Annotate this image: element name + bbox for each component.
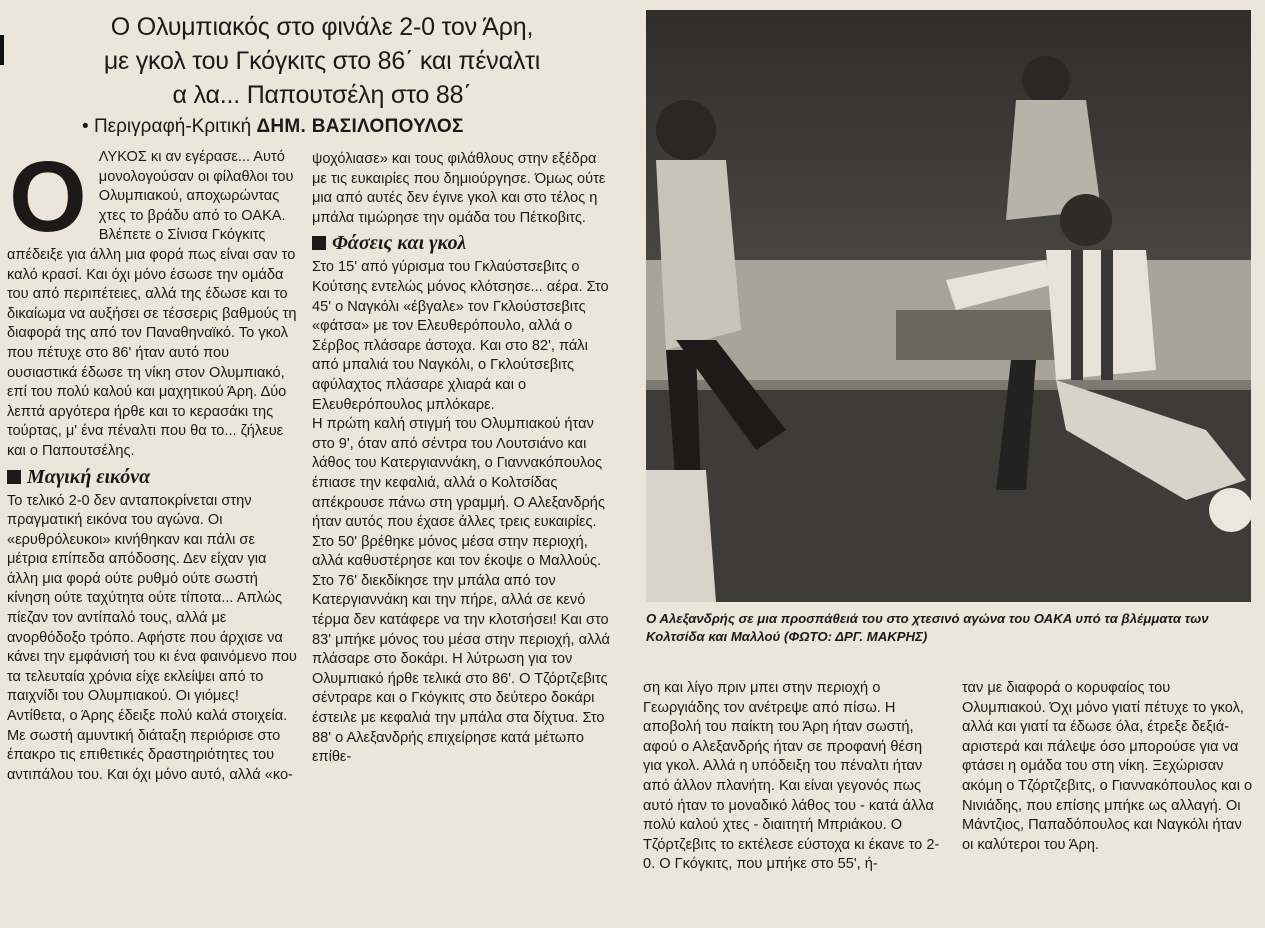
subhead-text: Μαγική εικόνα <box>27 465 151 488</box>
square-bullet-icon <box>7 470 21 484</box>
photo-image <box>646 10 1251 602</box>
paragraph: Αντίθετα, ο Άρης έδειξε πολύ καλά στοιχεία. Με σωστή αμυντική διάταξη περιόρισε στο έπακρο τις επιθετικές δραστηριότητες του αντιπάλου του. Και όχι μόνο αυτό, αλλά «κο- <box>7 708 293 783</box>
paragraph: ταν με διαφορά ο κορυφαίος του Ολυμπιακού. Όχι μόνο γιατί πέτυχε το γκολ, αλλά και γιατί τα έδωσε όλα, έτρεξε δεξιά-αριστερά και πάλεψε όσο μπορούσε για να φτάσει η ομάδα του στη νίκη. Ξεχώρισαν ακόμη ο Τζόρτζεβιτς, ο Γιαννακόπουλος και ο Νινιάδης, που επίσης μπήκε ως αλλαγή. Οι Μάντζιος, Παπαδόπουλος και Ναγκόλι ήταν οι καλύτεροι του Άρη. <box>962 680 1253 853</box>
article-column-2 <box>312 150 612 768</box>
headline <box>22 10 622 112</box>
drop-cap: Ο <box>9 141 87 253</box>
byline <box>82 116 622 138</box>
byline-label: Περιγραφή-Κριτική <box>93 116 252 137</box>
paragraph: ση και λίγο πριν μπει στην περιοχή ο Γεωργιάδης τον ανέτρεψε από πίσω. Η αποβολή του παίκτη του Άρη ήταν σωστή, αφού ο Αλεξανδρής ήταν σε προφανή θέση για γκολ. Αλλά η υπόδειξη του πέναλτι ήταν από άλλον πλανήτη. Και είναι γεγονός πως αυτό ήταν το μοναδικό λάθος του - κατά άλλα πολύ καλού χτες - διαιτητή Μπριάκου. Ο Τζόρτζεβιτς το εκτέλεσε εύστοχα κι έκανε το 2-0. Ο Γκόγκιτς, που μπήκε στο 55', ή- <box>643 680 940 873</box>
paragraph: Στο 15' από γύρισμα του Γκλαύστσεβιτς ο Κούτσης εντελώς μόνος κλότσησε... αέρα. Στο 45' ο Ναγκόλι «έβγαλε» τον Γκλούστσεβιτς «φάτσα» με τον Ελευθερόπουλο, αλλά ο Σέρβος πλάσαρε άστοχα. Και στο 82', πάλι από μπαλιά του Ναγκόλι, ο Γκλούτσεβιτς αφύλαχτος πλάσαρε χλιαρά και ο Ελευθερόπουλος μπλόκαρε. <box>312 259 609 413</box>
headline-line-2: με γκολ του Γκόγκιτς στο 86΄ και πέναλτι <box>103 47 541 75</box>
headline-line-1: Ο Ολυμπιακός στο φινάλε 2-0 τον Άρη, <box>110 13 534 41</box>
square-bullet-icon <box>312 236 326 250</box>
edge-rule <box>0 35 4 65</box>
article-column-4 <box>962 679 1257 855</box>
match-photo <box>646 10 1251 602</box>
subhead-text: Φάσεις και γκολ <box>332 232 467 255</box>
photo-caption: Ο Αλεξανδρής σε μια προσπάθειά του στο χτεσινό αγώνα του ΟΑΚΑ υπό τα βλέμματα των Κολτσίδα και Μαλλού (ΦΩΤΟ: ΔΡΓ. ΜΑΚΡΗΣ) <box>646 611 1209 644</box>
byline-bullet: • <box>82 116 89 137</box>
paragraph: Το τελικό 2-0 δεν ανταποκρίνεται στην πραγματική εικόνα του αγώνα. Οι «ερυθρόλευκοι» κινήθηκαν και πάλι σε μέτρια επίπεδα απόδοσης. Δεν είχαν για άλλη μια φορά ούτε ρυθμό ούτε σωστή κίνηση ούτε ταχύτητα ούτε τίποτα... Απλώς πίεζαν τον αντίπαλό τους, αλλά με ανορθόδοξο τρόπο. Αφήστε που άρχισε να κάνει την εμφάνισή του κι ένα φαινόμενο που τα τελευταία χρόνια είχε εκλείψει από το παιχνίδι του Ολυμπιακού. Οι γιόμες! <box>7 492 297 705</box>
paragraph: ψοχόλιασε» και τους φιλάθλους στην εξέδρα με τις ευκαιρίες που δημιούργησε. Όμως ούτε μια από αυτές δεν έγινε γκολ και στο τέλος η μπάλα τιμώρησε την ομάδα του Πέτκοβιτς. <box>312 151 606 226</box>
headline-line-3: α λα... Παπουτσέλη στο 88΄ <box>172 81 472 109</box>
byline-author: ΔΗΜ. ΒΑΣΙΛΟΠΟΥΛΟΣ <box>256 116 464 137</box>
subhead-magic-picture <box>7 464 299 490</box>
intro-paragraph: ΛΥΚΟΣ κι αν εγέρασε... Αυτό μονολογούσαν οι φίλαθλοι του Ολυμπιακού, αποχωρώντας χτες το βράδυ από το ΟΑΚΑ. Βλέπετε ο Σίνισα Γκόγκιτς απέδειξε για άλλη μια φορά πως είναι σαν το καλό κρασί. Και όχι μόνο έσωσε την ομάδα του από περιπέτειες, αλλά της έδωσε και το δικαίωμα να αυξήσει σε τέσσερις βαθμούς τη διαφορά της από τον Παναθηναϊκό. Το γκολ που πέτυχε στο 86' ήταν αυτό που ουσιαστικά έδωσε τη νίκη στον Ολυμπιακό, επί του πολύ καλού και μαχητικού Άρη. Δύο λεπτά αργότερα ήρθε και το κερασάκι της τούρτας, μ' ένα πέναλτι που θα το... ζήλευε και ο Παπουτσέλης. <box>7 149 297 459</box>
paragraph: Η πρώτη καλή στιγμή του Ολυμπιακού ήταν στο 9', όταν από σέντρα του Λουτσιάνο και λάθος του Κατεργιαννάκη, ο Γιαννακόπουλος έπιασε την κεφαλιά, αλλά ο Κολτσίδας απέκρουσε πάνω στη γραμμή. Ο Αλεξανδρής ήταν αυτός που έχασε άλλες τρεις ευκαιρίες. Στο 50' βρέθηκε μόνος μέσα στην περιοχή, αλλά καθυστέρησε και τον έκοψε ο Μαλλούς. Στο 76' διεκδίκησε την μπάλα από τον Κατεργιαννάκη και την πήρε, αλλά σε κενό τέρμα δεν κατάφερε να την κλοτσήσει! Και στο 83' μπήκε μόνος του μέσα στην περιοχή, αλλά πλάσαρε στο δοκάρι. Η λύτρωση για τον Ολυμπιακό ήρθε τελικά στο 86'. Ο Τζόρτζεβιτς σέντραρε και ο Γκόγκιτς στο δεύτερο δοκάρι έστειλε με κεφαλιά την μπάλα στα δίχτυα. Στο 88' ο Αλεξανδρής επιχείρησε κατά μέτωπο επίθε- <box>312 416 610 766</box>
subhead-chances-goals <box>312 230 612 256</box>
article-column-3 <box>643 679 943 875</box>
article-column-1 <box>7 141 299 785</box>
